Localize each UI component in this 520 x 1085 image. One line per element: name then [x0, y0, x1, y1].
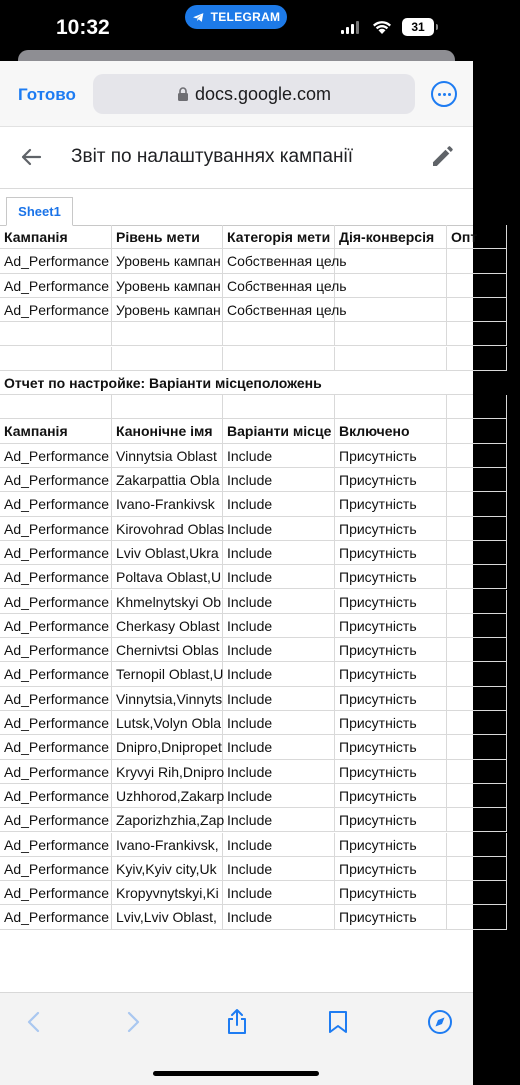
browser-bar: [0, 61, 473, 127]
table-cell[interactable]: Khmelnytskyi Ob: [112, 590, 223, 614]
table-row: [0, 298, 520, 322]
document-title: Звіт по налаштуваннях кампанії: [71, 146, 353, 167]
table-cell[interactable]: Присутність: [335, 662, 447, 686]
table-cell[interactable]: [447, 492, 507, 516]
table-row: [0, 541, 520, 565]
table-cell[interactable]: Include: [223, 468, 335, 492]
table-row: [0, 590, 520, 614]
table-cell[interactable]: Ad_Performance: [0, 274, 112, 298]
table-cell[interactable]: Ad_Performance: [0, 614, 112, 638]
table-cell[interactable]: Ad_Performance: [0, 298, 112, 322]
empty-cell[interactable]: [447, 322, 507, 346]
table-row: [0, 808, 520, 832]
table-cell[interactable]: Собственная цель: [223, 274, 335, 298]
table-row: [0, 687, 520, 711]
table-cell[interactable]: [447, 881, 507, 905]
table-cell[interactable]: Include: [223, 711, 335, 735]
table-row: [0, 274, 520, 298]
table-cell[interactable]: Присутність: [335, 517, 447, 541]
table-cell[interactable]: [447, 298, 507, 322]
dot-icon: [438, 93, 441, 96]
table-cell[interactable]: Собственная цель: [223, 298, 335, 322]
table-cell[interactable]: [447, 662, 507, 686]
table-cell[interactable]: [447, 541, 507, 565]
empty-cell[interactable]: [223, 322, 335, 346]
table-cell[interactable]: Include: [223, 760, 335, 784]
table-row: [0, 638, 520, 662]
table-row: [0, 517, 520, 541]
table-cell[interactable]: Присутність: [335, 784, 447, 808]
table-cell[interactable]: Ad_Performance: [0, 833, 112, 857]
table-cell[interactable]: Присутність: [335, 881, 447, 905]
table-cell[interactable]: Присутність: [335, 760, 447, 784]
table-cell[interactable]: Zaporizhzhia,Zap: [112, 808, 223, 832]
table-cell[interactable]: [447, 444, 507, 468]
table-cell[interactable]: Zakarpattia Obla: [112, 468, 223, 492]
table-cell[interactable]: [447, 711, 507, 735]
table-cell[interactable]: Ternopil Oblast,U: [112, 662, 223, 686]
tab-sheet1[interactable]: Sheet1: [6, 197, 73, 226]
table-cell[interactable]: Присутність: [335, 735, 447, 759]
table-cell[interactable]: Ad_Performance: [0, 711, 112, 735]
table-row: [0, 735, 520, 759]
edit-pencil-icon[interactable]: [430, 145, 454, 169]
table-cell[interactable]: Ad_Performance: [0, 760, 112, 784]
empty-cell[interactable]: [223, 395, 335, 419]
url-bar[interactable]: [93, 74, 415, 114]
empty-cell[interactable]: [335, 322, 447, 346]
home-indicator: [153, 1071, 319, 1076]
table-header-row: [0, 419, 520, 443]
table-cell[interactable]: Уровень кампан: [112, 298, 223, 322]
telegram-pill[interactable]: [185, 5, 287, 29]
table-row: [0, 711, 520, 735]
table-cell[interactable]: [447, 687, 507, 711]
table-cell[interactable]: [447, 735, 507, 759]
table-row: [0, 784, 520, 808]
table-row: [0, 614, 520, 638]
table-cell[interactable]: Присутність: [335, 492, 447, 516]
table-cell[interactable]: Присутність: [335, 857, 447, 881]
forward-icon[interactable]: [121, 1009, 147, 1035]
table-cell[interactable]: Include: [223, 808, 335, 832]
table-cell[interactable]: Ad_Performance: [0, 541, 112, 565]
status-time: 10:32: [56, 16, 110, 39]
table-row: [0, 881, 520, 905]
table-cell[interactable]: Include: [223, 857, 335, 881]
empty-cell[interactable]: [0, 395, 112, 419]
table-header-row: [0, 225, 520, 249]
table-cell[interactable]: Include: [223, 662, 335, 686]
table-cell[interactable]: Присутність: [335, 590, 447, 614]
table-cell[interactable]: Присутність: [335, 711, 447, 735]
table-cell[interactable]: [447, 808, 507, 832]
empty-cell[interactable]: [447, 347, 507, 371]
table-cell[interactable]: [447, 274, 507, 298]
table-cell[interactable]: Ivano-Frankivsk: [112, 492, 223, 516]
table-cell[interactable]: Include: [223, 638, 335, 662]
document-header: [0, 127, 473, 189]
table-cell[interactable]: Uzhhorod,Zakarp: [112, 784, 223, 808]
table-cell[interactable]: Chernivtsi Oblas: [112, 638, 223, 662]
section-title-row: [0, 371, 520, 395]
table-cell[interactable]: Include: [223, 590, 335, 614]
table-cell[interactable]: Собственная цель: [223, 249, 335, 273]
table-cell[interactable]: Ad_Performance: [0, 492, 112, 516]
url-text: docs.google.com: [194, 83, 332, 104]
table-cell[interactable]: Ad_Performance: [0, 249, 112, 273]
table-cell[interactable]: [447, 614, 507, 638]
table-cell[interactable]: Include: [223, 492, 335, 516]
table-cell[interactable]: Присутність: [335, 687, 447, 711]
table-cell[interactable]: Poltava Oblast,U: [112, 565, 223, 589]
table-cell[interactable]: Ad_Performance: [0, 857, 112, 881]
table-cell[interactable]: Уровень кампан: [112, 249, 223, 273]
bookmarks-icon[interactable]: [325, 1009, 351, 1035]
column-header[interactable]: Дія-конверсія: [335, 225, 447, 249]
table-row: [0, 857, 520, 881]
table-cell[interactable]: Include: [223, 444, 335, 468]
share-icon[interactable]: [224, 1009, 250, 1035]
back-icon[interactable]: [20, 1009, 46, 1035]
table-cell[interactable]: Dnipro,Dnipropet: [112, 735, 223, 759]
empty-cell[interactable]: [112, 395, 223, 419]
table-cell[interactable]: Ad_Performance: [0, 517, 112, 541]
table-cell[interactable]: [447, 517, 507, 541]
table-cell[interactable]: Ad_Performance: [0, 808, 112, 832]
table-cell[interactable]: [447, 638, 507, 662]
table-row: [0, 444, 520, 468]
table-cell[interactable]: Ad_Performance: [0, 905, 112, 929]
table-cell[interactable]: Include: [223, 517, 335, 541]
table-cell[interactable]: Ad_Performance: [0, 687, 112, 711]
table-cell[interactable]: Ad_Performance: [0, 784, 112, 808]
table-cell[interactable]: Include: [223, 735, 335, 759]
table-cell[interactable]: Cherkasy Oblast: [112, 614, 223, 638]
empty-cell[interactable]: [335, 395, 447, 419]
empty-row: [0, 347, 520, 371]
table-cell[interactable]: Присутність: [335, 905, 447, 929]
battery-level: 31: [411, 20, 425, 34]
table-cell[interactable]: Include: [223, 784, 335, 808]
table-cell[interactable]: Ivano-Frankivsk,: [112, 833, 223, 857]
table-cell[interactable]: [447, 468, 507, 492]
table-cell[interactable]: Присутність: [335, 833, 447, 857]
empty-cell[interactable]: [447, 395, 507, 419]
table-cell[interactable]: Ad_Performance: [0, 468, 112, 492]
empty-row: [0, 322, 520, 346]
table-cell[interactable]: [335, 274, 447, 298]
table-cell[interactable]: Include: [223, 541, 335, 565]
table-cell[interactable]: Присутність: [335, 614, 447, 638]
table-cell[interactable]: [447, 857, 507, 881]
table-cell[interactable]: Ad_Performance: [0, 662, 112, 686]
empty-cell[interactable]: [112, 347, 223, 371]
done-button[interactable]: Готово: [18, 85, 76, 104]
table-row: [0, 249, 520, 273]
table-row: [0, 565, 520, 589]
table-cell[interactable]: Уровень кампан: [112, 274, 223, 298]
table-cell[interactable]: [447, 590, 507, 614]
table-cell[interactable]: Vinnytsia,Vinnyts: [112, 687, 223, 711]
table-cell[interactable]: Kirovohrad Oblas: [112, 517, 223, 541]
lock-icon: [177, 87, 189, 102]
table-cell[interactable]: Ad_Performance: [0, 881, 112, 905]
table-cell[interactable]: Include: [223, 614, 335, 638]
table-cell[interactable]: Lviv,Lviv Oblast,: [112, 905, 223, 929]
table-cell[interactable]: Include: [223, 881, 335, 905]
column-header[interactable]: Опт: [447, 225, 507, 249]
status-bar: [0, 0, 473, 56]
empty-cell[interactable]: [112, 322, 223, 346]
column-header[interactable]: [447, 419, 507, 443]
table-cell[interactable]: [447, 565, 507, 589]
table-cell[interactable]: Vinnytsia Oblast: [112, 444, 223, 468]
spreadsheet-grid[interactable]: [0, 225, 478, 937]
table-row: [0, 760, 520, 784]
battery-icon: [402, 18, 434, 36]
wifi-icon: [371, 19, 393, 35]
table-cell[interactable]: Kropyvnytskyi,Ki: [112, 881, 223, 905]
empty-cell[interactable]: [335, 347, 447, 371]
table-row: [0, 492, 520, 516]
empty-cell[interactable]: [0, 322, 112, 346]
column-header[interactable]: Варіанти місце: [223, 419, 335, 443]
table-row: [0, 662, 520, 686]
table-cell[interactable]: Include: [223, 565, 335, 589]
column-header[interactable]: Рівень мети: [112, 225, 223, 249]
table-row: [0, 833, 520, 857]
table-cell[interactable]: [447, 784, 507, 808]
section-title[interactable]: Отчет по настройке: Варіанти місцеположень: [0, 371, 473, 395]
compass-icon[interactable]: [427, 1009, 453, 1035]
empty-row: [0, 395, 520, 419]
sheet-tab-strip: [0, 189, 473, 225]
table-cell[interactable]: Присутність: [335, 808, 447, 832]
table-row: [0, 468, 520, 492]
table-cell[interactable]: Kyiv,Kyiv city,Uk: [112, 857, 223, 881]
browser-sheet: [0, 61, 478, 1024]
table-cell[interactable]: [447, 249, 507, 273]
table-cell[interactable]: Ad_Performance: [0, 565, 112, 589]
table-cell[interactable]: Присутність: [335, 541, 447, 565]
telegram-pill-label: TELEGRAM: [210, 10, 281, 24]
column-header[interactable]: Канонічне імя: [112, 419, 223, 443]
table-cell[interactable]: Include: [223, 687, 335, 711]
table-cell[interactable]: Lviv Oblast,Ukra: [112, 541, 223, 565]
dot-icon: [448, 93, 451, 96]
table-cell[interactable]: Ad_Performance: [0, 444, 112, 468]
column-header[interactable]: Кампанія: [0, 225, 112, 249]
table-cell[interactable]: [335, 298, 447, 322]
table-cell[interactable]: Присутність: [335, 444, 447, 468]
back-arrow-icon[interactable]: [20, 146, 42, 168]
telegram-icon: [192, 11, 205, 24]
column-header[interactable]: Включено: [335, 419, 447, 443]
column-header[interactable]: Кампанія: [0, 419, 112, 443]
table-row: [0, 905, 520, 929]
dot-icon: [443, 93, 446, 96]
empty-cell[interactable]: [223, 347, 335, 371]
table-cell[interactable]: Ad_Performance: [0, 590, 112, 614]
table-cell[interactable]: Include: [223, 833, 335, 857]
table-cell[interactable]: [447, 760, 507, 784]
empty-cell[interactable]: [0, 347, 112, 371]
bottom-toolbar: [0, 992, 473, 1085]
table-cell[interactable]: [335, 249, 447, 273]
column-header[interactable]: Категорія мети: [223, 225, 335, 249]
table-cell[interactable]: Kryvyi Rih,Dnipro: [112, 760, 223, 784]
more-options-button[interactable]: [431, 81, 457, 107]
table-cell[interactable]: Присутність: [335, 468, 447, 492]
table-cell[interactable]: Ad_Performance: [0, 638, 112, 662]
table-cell[interactable]: [447, 833, 507, 857]
table-cell[interactable]: Include: [223, 905, 335, 929]
table-cell[interactable]: Lutsk,Volyn Obla: [112, 711, 223, 735]
cellular-signal-icon: [341, 21, 359, 34]
table-cell[interactable]: Присутність: [335, 638, 447, 662]
table-cell[interactable]: Ad_Performance: [0, 735, 112, 759]
table-cell[interactable]: Присутність: [335, 565, 447, 589]
table-cell[interactable]: [447, 905, 507, 929]
